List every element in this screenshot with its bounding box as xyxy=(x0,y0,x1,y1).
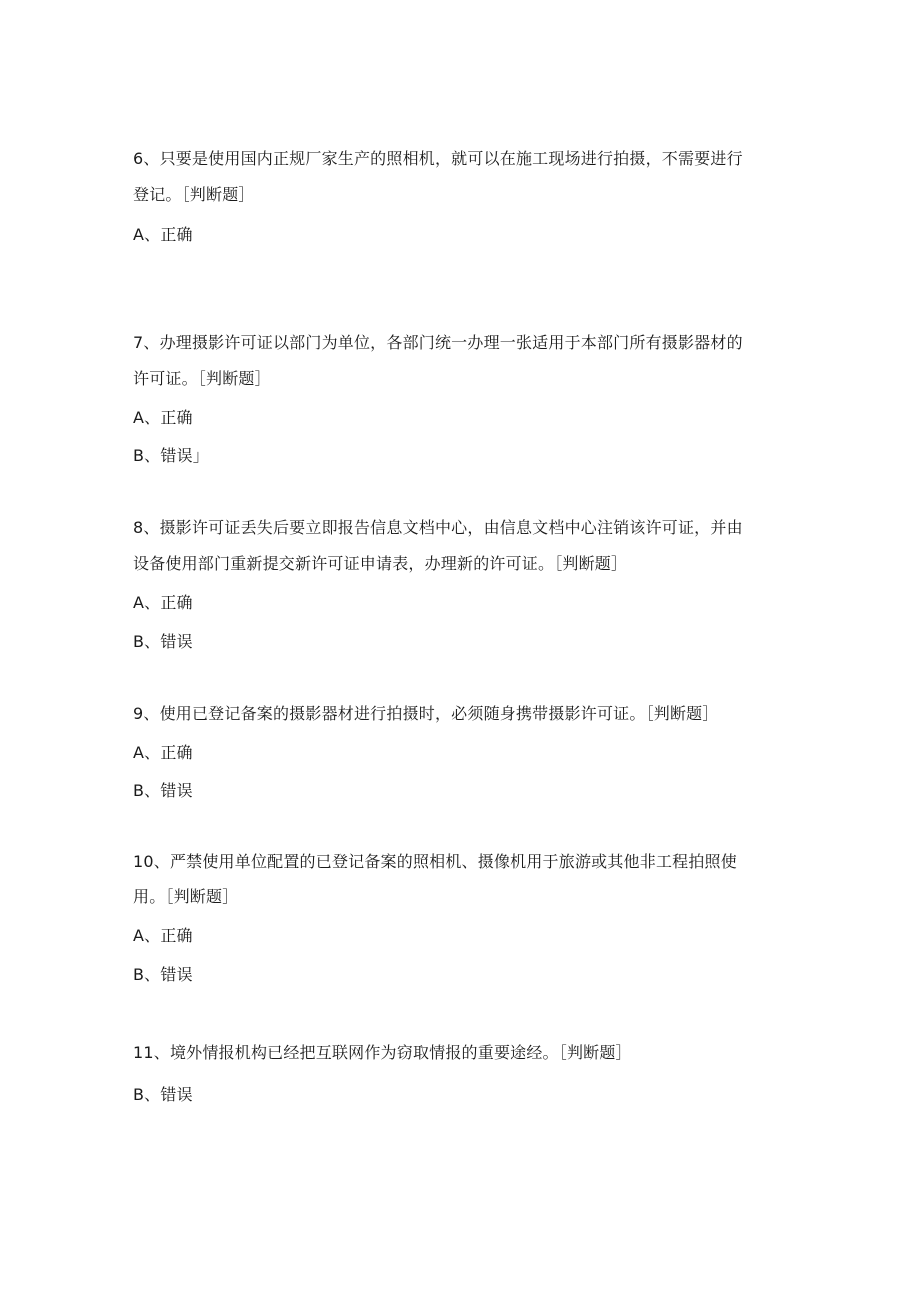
question-10-option-b: B、错误 xyxy=(133,965,193,984)
question-7-text-line-1: 7、办理摄影许可证以部门为单位，各部门统一办理一张适用于本部门所有摄影器材的 xyxy=(133,333,743,352)
question-9-option-a: A、正确 xyxy=(133,743,193,762)
question-8-option-b: B、错误 xyxy=(133,632,193,651)
question-11-text-line-1: 11、境外情报机构已经把互联网作为窃取情报的重要途经。［判断题］ xyxy=(133,1043,632,1062)
question-11-option-b: B、错误 xyxy=(133,1085,193,1104)
question-6-text-line-2: 登记。［判断题］ xyxy=(133,185,255,204)
question-9-option-b: B、错误 xyxy=(133,781,193,800)
question-10-text-line-2: 用。［判断题］ xyxy=(133,887,239,906)
question-6-text-line-1: 6、只要是使用国内正规厂家生产的照相机，就可以在施工现场进行拍摄，不需要进行 xyxy=(133,149,743,168)
question-8-text-line-1: 8、摄影许可证丢失后要立即报告信息文档中心，由信息文档中心注销该许可证，并由 xyxy=(133,518,743,537)
question-6-option-a: A、正确 xyxy=(133,225,193,244)
question-10-option-a: A、正确 xyxy=(133,926,193,945)
question-7-text-line-2: 许可证。［判断题］ xyxy=(133,369,271,388)
question-8-text-line-2: 设备使用部门重新提交新许可证申请表，办理新的许可证。［判断题］ xyxy=(133,554,628,573)
question-8-option-a: A、正确 xyxy=(133,593,193,612)
question-7-option-b: B、错误」 xyxy=(133,446,209,465)
question-9-text-line-1: 9、使用已登记备案的摄影器材进行拍摄时，必须随身携带摄影许可证。［判断题］ xyxy=(133,704,719,723)
question-10-text-line-1: 10、严禁使用单位配置的已登记备案的照相机、摄像机用于旅游或其他非工程拍照使 xyxy=(133,852,737,871)
question-7-option-a: A、正确 xyxy=(133,408,193,427)
